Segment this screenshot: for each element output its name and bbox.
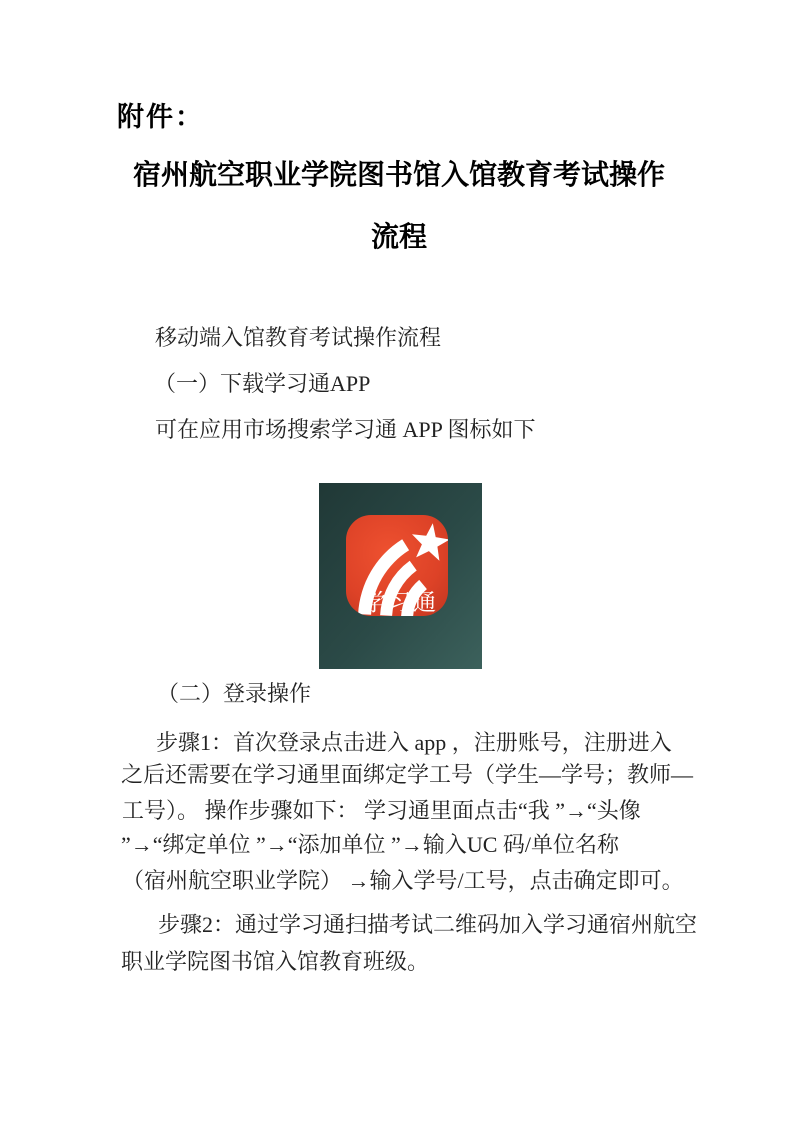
xuexitong-app-icon <box>319 447 482 633</box>
document-title-line-1: 宿州航空职业学院图书馆入馆教育考试操作 <box>132 160 665 191</box>
app-icon-label: 学习通 <box>363 589 438 615</box>
step1-line: ”→“绑定单位 ”→“添加单位 ”→输入UC 码/单位名称 <box>121 832 619 857</box>
step1-line: 步骤1：首次登录点击进入 app ，注册账号，注册进入 <box>156 730 672 755</box>
intro-line: 移动端入馆教育考试操作流程 <box>155 325 442 350</box>
step1-line: 之后还需要在学习通里面绑定学工号（学生—学号；教师— <box>121 762 694 787</box>
section1-heading: （一）下载学习通APP <box>154 371 371 396</box>
step2-line: 步骤2：通过学习通扫描考试二维码加入学习通宿州航空 <box>158 912 698 937</box>
step1-line: （宿州航空职业学院） →输入学号/工号，点击确定即可。 <box>122 868 684 893</box>
document-title-line-2: 流程 <box>370 222 427 253</box>
step2-line: 职业学院图书馆入馆教育班级。 <box>121 949 430 974</box>
step1-line: 工号）。 操作步骤如下： 学习通里面点击“我 ”→“头像 <box>122 798 641 823</box>
attachment-label: 附件： <box>117 102 204 132</box>
xuexitong-app-icon-image <box>319 483 482 669</box>
section2-heading: （二）登录操作 <box>157 681 312 706</box>
section1-body-line: 可在应用市场搜索学习通 APP 图标如下 <box>155 417 536 442</box>
